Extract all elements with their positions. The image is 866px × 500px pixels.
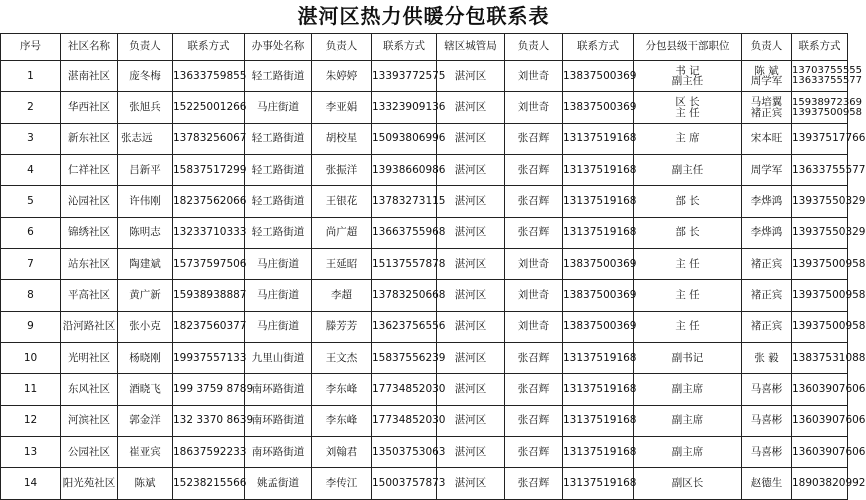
bureau-person: 张召辉: [505, 217, 563, 248]
leader-position: 副书记: [634, 343, 742, 374]
leader-name: 马喜彬: [742, 374, 792, 405]
header-cell: 联系方式: [372, 34, 437, 61]
row-number: 1: [1, 61, 61, 92]
leader-name: 褚正宾: [742, 249, 792, 280]
bureau-phone: 13137519168: [563, 374, 634, 405]
leader-phone: 13937517766: [792, 123, 848, 154]
leader-phone: 18903820992: [792, 468, 848, 500]
row-number: 4: [1, 155, 61, 186]
bureau-name: 湛河区: [437, 61, 505, 92]
table-row: [1, 155, 848, 186]
bureau-phone: 13137519168: [563, 217, 634, 248]
bureau-name: 湛河区: [437, 405, 505, 436]
leader-phone: 13603907606: [792, 374, 848, 405]
leader-phone: 13837531088: [792, 343, 848, 374]
office-phone: 13503753063: [372, 437, 437, 468]
leader-name: 张 毅: [742, 343, 792, 374]
header-cell: 联系方式: [173, 34, 245, 61]
community-person: 陶建斌: [118, 249, 173, 280]
office-name: 九里山街道: [245, 343, 312, 374]
community-phone: 13633759855: [173, 61, 245, 92]
bureau-name: 湛河区: [437, 374, 505, 405]
community-person: 庞冬梅: [118, 61, 173, 92]
office-person: 朱婷婷: [312, 61, 372, 92]
contact-table: [0, 33, 866, 500]
community-phone: 18637592233: [173, 437, 245, 468]
office-name: 轻工路街道: [245, 61, 312, 92]
row-number: 3: [1, 123, 61, 154]
leader-name: 宋本旺: [742, 123, 792, 154]
table-row: [1, 186, 848, 217]
table-row: [1, 437, 848, 468]
bureau-person: 刘世奇: [505, 61, 563, 92]
bureau-person: 刘世奇: [505, 311, 563, 342]
office-person: 李东峰: [312, 405, 372, 436]
header-cell: 办事处名称: [245, 34, 312, 61]
leader-name: 赵德生: [742, 468, 792, 500]
community-name: 阳光苑社区: [61, 468, 118, 500]
leader-phone: 13937550329: [792, 186, 848, 217]
community-name: 东风社区: [61, 374, 118, 405]
leader-position: 部 长: [634, 217, 742, 248]
office-name: 轻工路街道: [245, 217, 312, 248]
leader-name: 马喜彬: [742, 405, 792, 436]
community-person: 黄广新: [118, 280, 173, 311]
community-person: 吕新平: [118, 155, 173, 186]
office-phone: 13938660986: [372, 155, 437, 186]
bureau-name: 湛河区: [437, 92, 505, 123]
bureau-phone: 13837500369: [563, 61, 634, 92]
leader-phone: 15938972369 13937500958: [792, 92, 848, 123]
header-cell: 负责人: [118, 34, 173, 61]
office-person: 李超: [312, 280, 372, 311]
community-phone: 13233710333: [173, 217, 245, 248]
office-name: 马庄街道: [245, 280, 312, 311]
bureau-person: 张召辉: [505, 468, 563, 500]
community-name: 公园社区: [61, 437, 118, 468]
leader-name: 李烨鸿: [742, 186, 792, 217]
community-name: 锦绣社区: [61, 217, 118, 248]
bureau-person: 张召辉: [505, 343, 563, 374]
table-row: [1, 217, 848, 248]
table-row: [1, 343, 848, 374]
office-name: 马庄街道: [245, 92, 312, 123]
community-name: 河滨社区: [61, 405, 118, 436]
office-phone: 13783250668: [372, 280, 437, 311]
bureau-phone: 13837500369: [563, 92, 634, 123]
community-person: 张旭兵: [118, 92, 173, 123]
header-cell: 分包县级干部职位: [634, 34, 742, 61]
office-name: 南环路街道: [245, 405, 312, 436]
table-header-row: [1, 34, 848, 61]
community-phone: 18237560377: [173, 311, 245, 342]
leader-phone: 13937500958: [792, 249, 848, 280]
row-number: 7: [1, 249, 61, 280]
row-number: 8: [1, 280, 61, 311]
leader-phone: 13603907606: [792, 405, 848, 436]
community-name: 华西社区: [61, 92, 118, 123]
leader-position: 主 任: [634, 280, 742, 311]
bureau-person: 张召辉: [505, 155, 563, 186]
bureau-name: 湛河区: [437, 468, 505, 500]
table-row: [1, 374, 848, 405]
office-person: 王银花: [312, 186, 372, 217]
office-person: 尚广超: [312, 217, 372, 248]
community-person: 陈明志: [118, 217, 173, 248]
bureau-phone: 13137519168: [563, 405, 634, 436]
header-cell: 社区名称: [61, 34, 118, 61]
row-number: 10: [1, 343, 61, 374]
community-person: 陈斌: [118, 468, 173, 500]
leader-name: 马培翼 褚正宾: [742, 92, 792, 123]
leader-position: 主 任: [634, 311, 742, 342]
office-phone: 17734852030: [372, 405, 437, 436]
leader-name: 褚正宾: [742, 311, 792, 342]
community-phone: 15737597506: [173, 249, 245, 280]
office-name: 轻工路街道: [245, 186, 312, 217]
leader-name: 周学军: [742, 155, 792, 186]
table-row: [1, 61, 848, 92]
leader-position: 主 席: [634, 123, 742, 154]
header-cell: 负责人: [742, 34, 792, 61]
row-number: 14: [1, 468, 61, 500]
header-cell: 辖区城管局: [437, 34, 505, 61]
community-phone: 199 3759 8789: [173, 374, 245, 405]
office-person: 李传江: [312, 468, 372, 500]
community-phone: 15225001266: [173, 92, 245, 123]
row-number: 11: [1, 374, 61, 405]
bureau-phone: 13837500369: [563, 280, 634, 311]
table-row: [1, 405, 848, 436]
bureau-name: 湛河区: [437, 437, 505, 468]
bureau-person: 张召辉: [505, 405, 563, 436]
office-person: 王延昭: [312, 249, 372, 280]
office-name: 姚孟街道: [245, 468, 312, 500]
bureau-name: 湛河区: [437, 280, 505, 311]
leader-name: 马喜彬: [742, 437, 792, 468]
office-phone: 13623756556: [372, 311, 437, 342]
bureau-phone: 13137519168: [563, 186, 634, 217]
leader-phone: 13937550329: [792, 217, 848, 248]
office-person: 张振洋: [312, 155, 372, 186]
office-phone: 17734852030: [372, 374, 437, 405]
table-row: [1, 123, 848, 154]
leader-phone: 13633755577: [792, 155, 848, 186]
leader-phone: 13937500958: [792, 280, 848, 311]
office-person: 李东峰: [312, 374, 372, 405]
bureau-phone: 13137519168: [563, 343, 634, 374]
office-name: 轻工路街道: [245, 123, 312, 154]
bureau-phone: 13837500369: [563, 311, 634, 342]
office-person: 李亚娟: [312, 92, 372, 123]
leader-position: 副主席: [634, 374, 742, 405]
office-phone: 13323909136: [372, 92, 437, 123]
header-cell: 负责人: [312, 34, 372, 61]
bureau-name: 湛河区: [437, 186, 505, 217]
row-number: 9: [1, 311, 61, 342]
leader-position: 区 长 主 任: [634, 92, 742, 123]
office-phone: 13783273115: [372, 186, 437, 217]
office-name: 马庄街道: [245, 249, 312, 280]
office-phone: 15137557878: [372, 249, 437, 280]
community-phone: 132 3370 8639: [173, 405, 245, 436]
leader-position: 副主席: [634, 437, 742, 468]
bureau-name: 湛河区: [437, 217, 505, 248]
community-person: 杨晓刚: [118, 343, 173, 374]
leader-position: 书 记 副主任: [634, 61, 742, 92]
community-name: 湛南社区: [61, 61, 118, 92]
leader-position: 副主任: [634, 155, 742, 186]
bureau-name: 湛河区: [437, 343, 505, 374]
office-person: 刘翰君: [312, 437, 372, 468]
table-row: [1, 280, 848, 311]
row-number: 13: [1, 437, 61, 468]
header-cell: 联系方式: [792, 34, 848, 61]
community-person: 许伟刚: [118, 186, 173, 217]
bureau-person: 刘世奇: [505, 280, 563, 311]
office-phone: 13393772575: [372, 61, 437, 92]
bureau-person: 张召辉: [505, 437, 563, 468]
leader-phone: 13703755555 13633755577: [792, 61, 848, 92]
community-person: 张志远: [118, 123, 173, 154]
community-person: 郭金洋: [118, 405, 173, 436]
office-name: 马庄街道: [245, 311, 312, 342]
leader-phone: 13603907606: [792, 437, 848, 468]
header-cell: 联系方式: [563, 34, 634, 61]
leader-position: 副主席: [634, 405, 742, 436]
bureau-phone: 13137519168: [563, 468, 634, 500]
document-title: 湛河区热力供暖分包联系表: [297, 4, 550, 28]
office-name: 南环路街道: [245, 437, 312, 468]
bureau-person: 张召辉: [505, 186, 563, 217]
bureau-name: 湛河区: [437, 155, 505, 186]
header-cell: 序号: [1, 34, 61, 61]
community-person: 酒晓飞: [118, 374, 173, 405]
table-row: [1, 311, 848, 342]
community-person: 张小克: [118, 311, 173, 342]
leader-name: 褚正宾: [742, 280, 792, 311]
bureau-name: 湛河区: [437, 123, 505, 154]
office-person: 胡校星: [312, 123, 372, 154]
community-phone: 15938938887: [173, 280, 245, 311]
bureau-phone: 13137519168: [563, 123, 634, 154]
bureau-person: 刘世奇: [505, 249, 563, 280]
office-person: 王文杰: [312, 343, 372, 374]
community-name: 仁祥社区: [61, 155, 118, 186]
office-phone: 13663755968: [372, 217, 437, 248]
community-person: 崔亚宾: [118, 437, 173, 468]
table-row: [1, 92, 848, 123]
leader-position: 副区长: [634, 468, 742, 500]
bureau-phone: 13137519168: [563, 155, 634, 186]
bureau-name: 湛河区: [437, 311, 505, 342]
row-number: 12: [1, 405, 61, 436]
bureau-person: 张召辉: [505, 123, 563, 154]
office-person: 滕芳芳: [312, 311, 372, 342]
bureau-phone: 13137519168: [563, 437, 634, 468]
community-name: 光明社区: [61, 343, 118, 374]
office-phone: 15003757873: [372, 468, 437, 500]
community-phone: 19937557133: [173, 343, 245, 374]
office-name: 南环路街道: [245, 374, 312, 405]
community-phone: 18237562066: [173, 186, 245, 217]
row-number: 5: [1, 186, 61, 217]
leader-position: 主 任: [634, 249, 742, 280]
row-number: 2: [1, 92, 61, 123]
leader-name: 李烨鸿: [742, 217, 792, 248]
community-name: 站东社区: [61, 249, 118, 280]
bureau-person: 张召辉: [505, 374, 563, 405]
community-name: 沁园社区: [61, 186, 118, 217]
community-name: 沿河路社区: [61, 311, 118, 342]
office-phone: 15093806996: [372, 123, 437, 154]
office-name: 轻工路街道: [245, 155, 312, 186]
bureau-phone: 13837500369: [563, 249, 634, 280]
community-phone: 15238215566: [173, 468, 245, 500]
table-row: [1, 468, 848, 500]
bureau-person: 刘世奇: [505, 92, 563, 123]
community-phone: 15837517299: [173, 155, 245, 186]
leader-name: 陈 斌 周学军: [742, 61, 792, 92]
leader-position: 部 长: [634, 186, 742, 217]
community-name: 新东社区: [61, 123, 118, 154]
table-row: [1, 249, 848, 280]
community-name: 平高社区: [61, 280, 118, 311]
community-phone: 13783256067: [173, 123, 245, 154]
row-number: 6: [1, 217, 61, 248]
office-phone: 15837556239: [372, 343, 437, 374]
leader-phone: 13937500958: [792, 311, 848, 342]
bureau-name: 湛河区: [437, 249, 505, 280]
header-cell: 负责人: [505, 34, 563, 61]
